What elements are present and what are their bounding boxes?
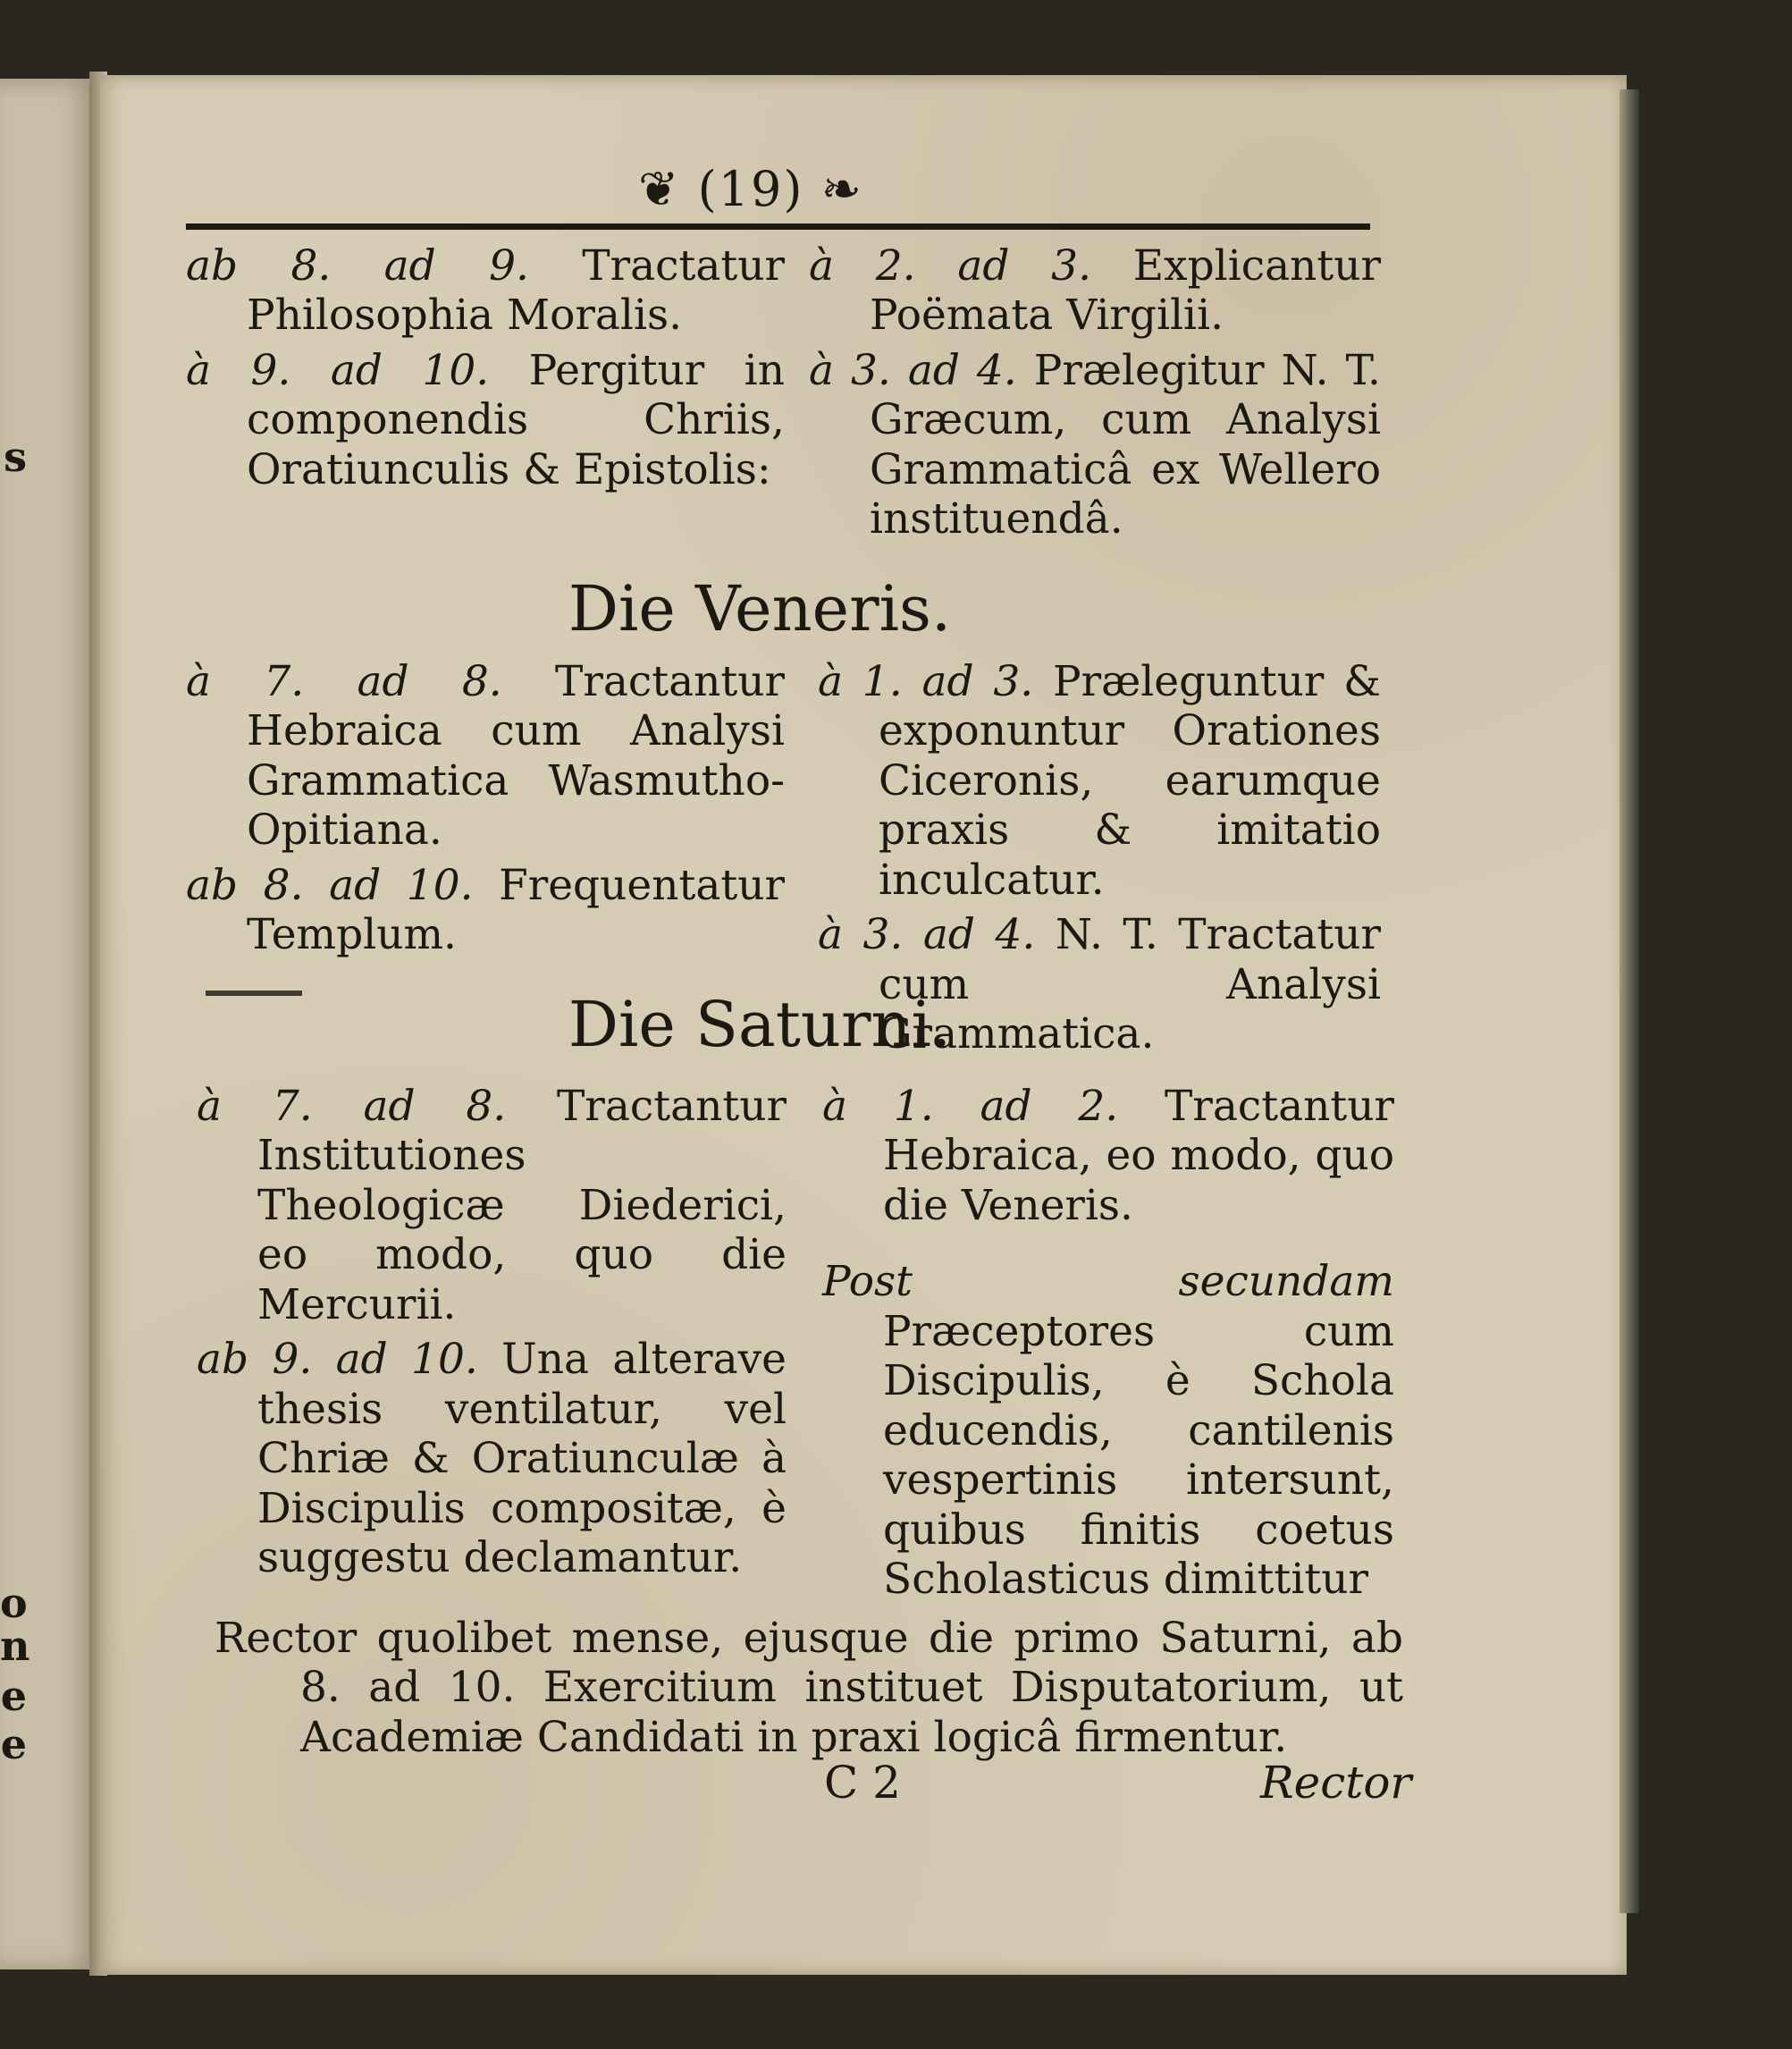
schedule-entry	[822, 1082, 1394, 1230]
entry-text: Una alterave thesis ventilatur, vel Chriæ & Oratiunculæ à Discipulis compositæ, è suggestu declamantur.	[257, 1335, 787, 1583]
veneris-left-column	[186, 657, 785, 965]
entry-time: ab 8. ad 10.	[186, 860, 474, 910]
entry-text: Tractantur Institutiones Theologicæ Diederici, eo modo, quo die Mercurii.	[257, 1082, 787, 1329]
ornament-left-icon: ❦	[638, 161, 681, 217]
top-right-column	[809, 241, 1381, 550]
top-left-column	[186, 241, 785, 500]
entry-text: Tractantur Hebraica cum Analysi Grammatica Wasmutho-Opitiana.	[247, 657, 785, 856]
schedule-entry	[197, 1082, 787, 1329]
entry-time: à 3. ad 4.	[818, 910, 1036, 960]
facing-page-fragment: e	[0, 1672, 27, 1720]
entry-text: Præceptores cum Discipulis, è Schola educendis, cantilenis vespertinis intersunt, quibus finitis coetus Scholasticus dimittitur	[883, 1306, 1394, 1605]
decorative-dash	[206, 991, 302, 996]
entry-time: à 1. ad 2.	[822, 1082, 1119, 1131]
signature-mark: C 2	[824, 1757, 901, 1809]
footer-text: Rector quolibet mense, ejusque die primo Saturni, ab 8. ad 10. Exercitium instituet Disputatorium, ut Academiæ Candidati in praxi logicâ firmentur.	[215, 1614, 1403, 1762]
entry-text: Prælegitur N. T. Græcum, cum Analysi Grammaticâ ex Wellero instituendâ.	[870, 345, 1381, 544]
entry-time: à 7. ad 8.	[197, 1082, 507, 1131]
catchword: Rector	[1260, 1757, 1412, 1809]
saturni-left-column	[197, 1082, 787, 1589]
schedule-entry	[818, 657, 1381, 905]
schedule-entry	[822, 1257, 1394, 1604]
facing-page-fragment: s	[4, 433, 27, 481]
footer-paragraph	[170, 1614, 1403, 1762]
page-header	[572, 161, 930, 217]
page-number: (19)	[697, 161, 804, 217]
schedule-entry	[809, 241, 1381, 341]
section-heading-saturni: Die Saturni.	[568, 988, 952, 1061]
schedule-entry	[197, 1335, 787, 1582]
entry-time: ab 9. ad 10.	[197, 1335, 478, 1385]
schedule-entry	[186, 657, 785, 856]
header-rule	[186, 223, 1370, 230]
facing-page-fragment: o	[0, 1579, 28, 1627]
entry-text: Frequentatur Templum.	[247, 860, 785, 960]
schedule-entry	[186, 346, 785, 494]
entry-time: à 7. ad 8.	[186, 657, 502, 706]
entry-text: Tractantur Hebraica, eo modo, quo die Veneris.	[883, 1082, 1394, 1230]
entry-text: N. T. Tractatur cum Analysi Grammatica.	[879, 910, 1382, 1059]
entry-time: à 9. ad 10.	[186, 345, 490, 395]
entry-time: à 1. ad 3.	[818, 657, 1034, 706]
schedule-entry	[186, 861, 785, 960]
schedule-entry	[186, 241, 785, 341]
entry-text: Pergitur in componendis Chriis, Oratiunculis & Epistolis:	[247, 345, 785, 494]
entry-time: à 3. ad 4.	[809, 345, 1017, 395]
schedule-entry	[809, 346, 1381, 544]
entry-text: Explicantur Poëmata Virgilii.	[870, 241, 1381, 341]
entry-time: à 2. ad 3.	[809, 241, 1092, 291]
facing-page-fragment: e	[0, 1720, 27, 1768]
facing-page-edge	[0, 79, 100, 1969]
entry-time: Post secundam	[822, 1257, 1394, 1307]
section-heading-veneris: Die Veneris.	[568, 572, 952, 645]
facing-page-fragment: n	[0, 1622, 30, 1670]
page-edge-shadow	[1620, 89, 1639, 1913]
saturni-right-column	[822, 1082, 1394, 1610]
entry-text: Præleguntur & exponuntur Orationes Ciceronis, earumque praxis & imitatio inculcatur.	[879, 657, 1381, 905]
entry-time: ab 8. ad 9.	[186, 241, 529, 291]
entry-text: Tractatur Philosophia Moralis.	[247, 241, 785, 341]
ornament-right-icon: ❧	[820, 161, 863, 217]
